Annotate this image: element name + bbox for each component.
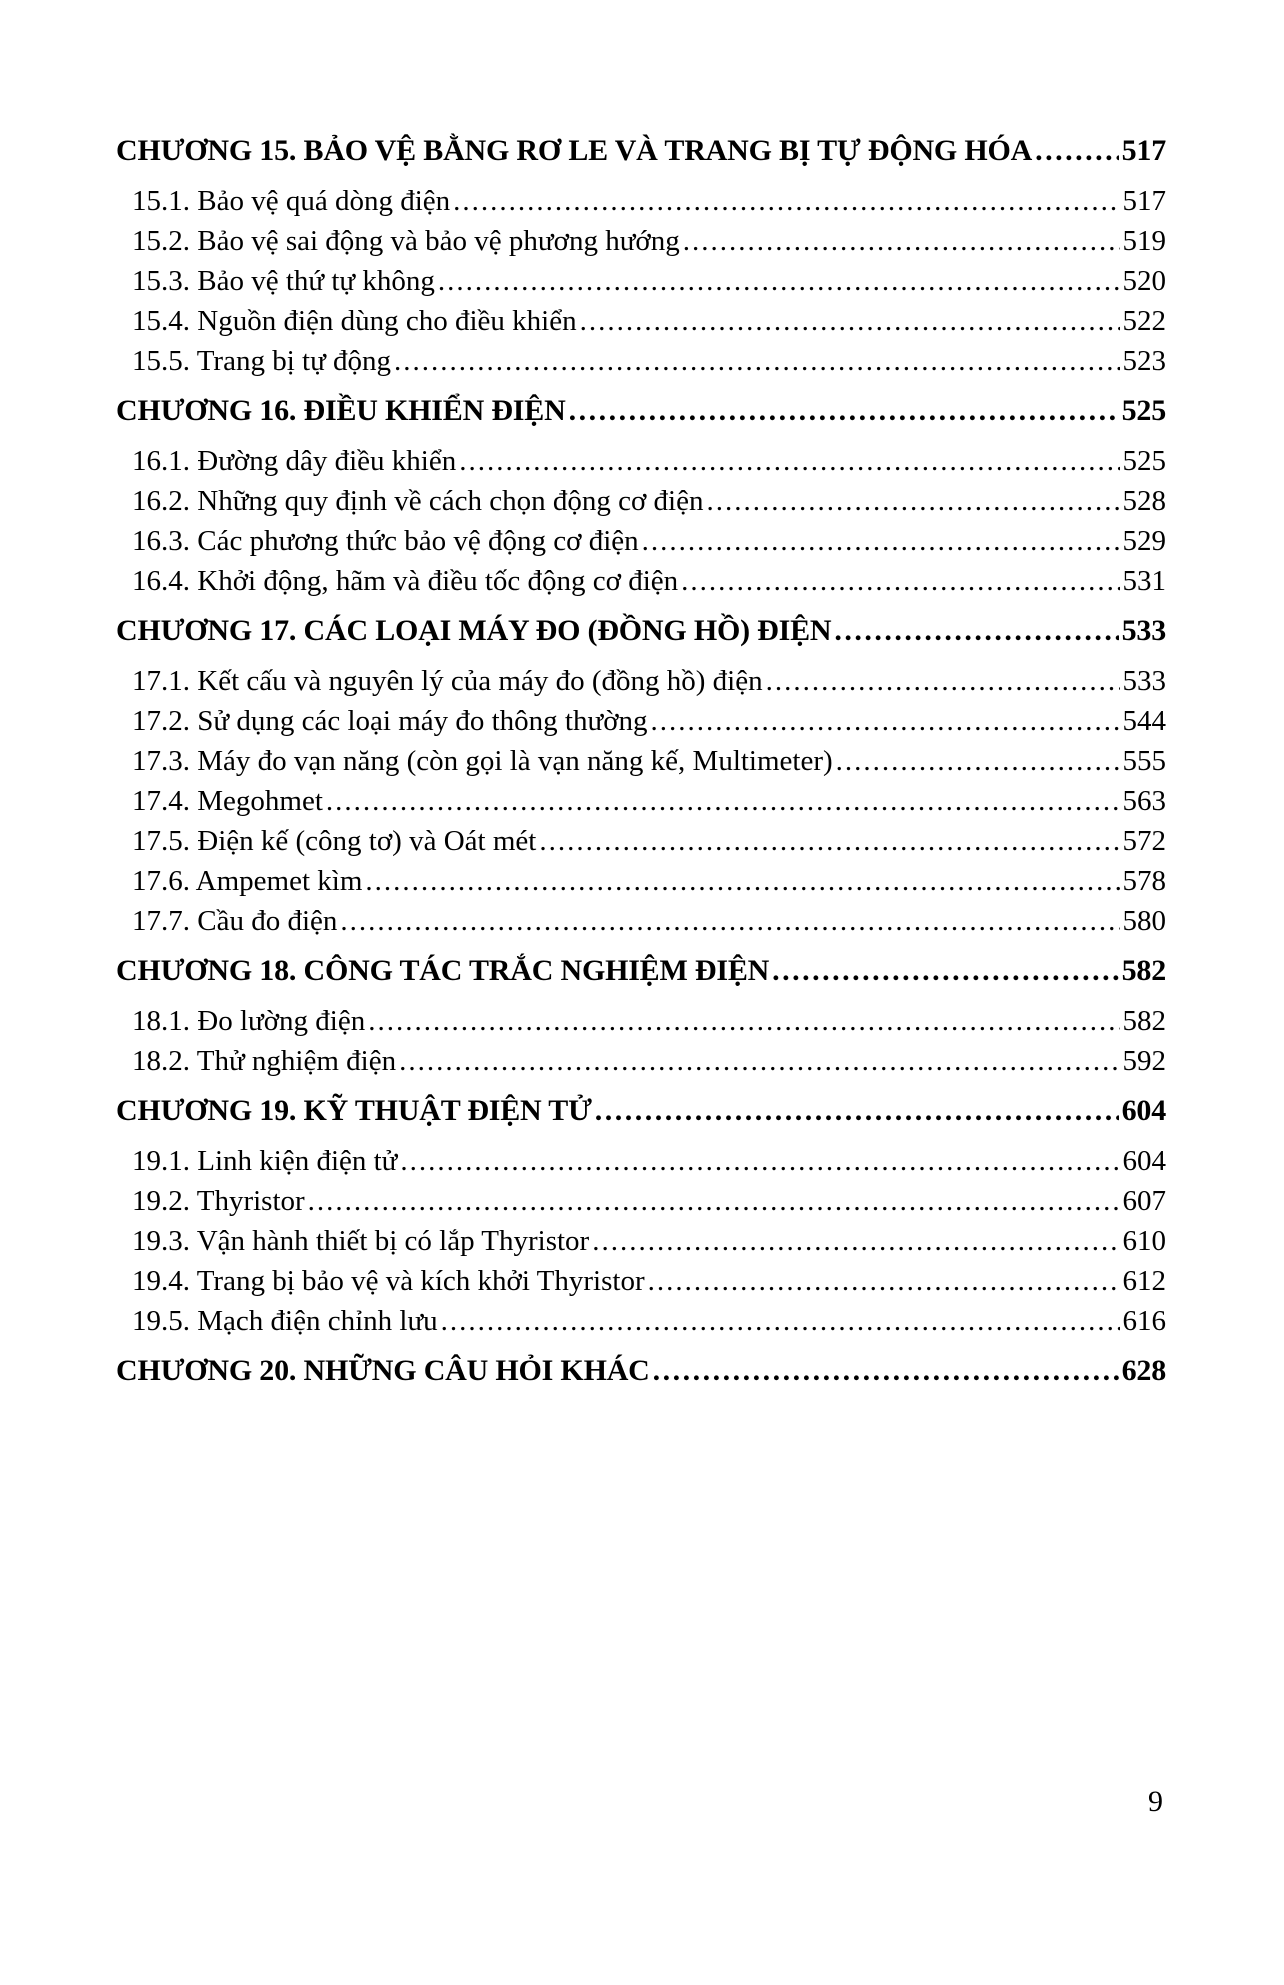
- toc-entry-title: CHƯƠNG 20. NHỮNG CÂU HỎI KHÁC: [116, 1354, 650, 1387]
- toc-entry-page: 523: [1122, 345, 1166, 377]
- toc-section-row: [116, 481, 1166, 521]
- toc-entry-title: 19.4. Trang bị bảo vệ và kích khởi Thyristor: [132, 1265, 645, 1297]
- toc-entry-title: 17.4. Megohmet: [132, 785, 323, 817]
- dot-leader: [648, 1261, 1120, 1301]
- toc-section-row: [116, 741, 1166, 781]
- toc-entry-page: 555: [1122, 745, 1166, 777]
- dot-leader: [595, 1091, 1119, 1131]
- toc-entry-page: 544: [1122, 705, 1166, 737]
- toc-entry-title: 17.5. Điện kế (công tơ) và Oát mét: [132, 825, 537, 857]
- toc-chapter-row: [116, 951, 1166, 991]
- dot-leader: [706, 481, 1119, 521]
- dot-leader: [365, 861, 1119, 901]
- toc-entry-title: 19.1. Linh kiện điện tử: [132, 1145, 398, 1177]
- toc-entry-page: 533: [1122, 665, 1166, 697]
- toc-entry-page: 522: [1122, 305, 1166, 337]
- dot-leader: [766, 661, 1120, 701]
- toc-entry-title: 16.4. Khởi động, hãm và điều tốc động cơ điện: [132, 565, 679, 597]
- toc-section-row: [116, 441, 1166, 481]
- dot-leader: [438, 261, 1120, 301]
- table-of-contents: [116, 131, 1166, 1401]
- toc-section-row: [116, 1221, 1166, 1261]
- dot-leader: [569, 391, 1119, 431]
- toc-entry-page: 572: [1122, 825, 1166, 857]
- toc-entry-title: 15.2. Bảo vệ sai động và bảo vệ phương hướng: [132, 225, 680, 257]
- toc-entry-title: 15.1. Bảo vệ quá dòng điện: [132, 185, 451, 217]
- toc-entry-title: 17.2. Sử dụng các loại máy đo thông thường: [132, 705, 648, 737]
- dot-leader: [653, 1351, 1119, 1391]
- toc-entry-page: 628: [1121, 1354, 1166, 1387]
- toc-entry-title: 17.6. Ampemet kìm: [132, 865, 363, 897]
- dot-leader: [399, 1041, 1119, 1081]
- toc-entry-page: 582: [1121, 954, 1166, 987]
- toc-entry-page: 519: [1122, 225, 1166, 257]
- toc-entry-page: 520: [1122, 265, 1166, 297]
- dot-leader: [642, 521, 1120, 561]
- dot-leader: [340, 901, 1119, 941]
- toc-section-row: [116, 1181, 1166, 1221]
- dot-leader: [459, 441, 1119, 481]
- dot-leader: [394, 341, 1119, 381]
- toc-entry-title: CHƯƠNG 18. CÔNG TÁC TRẮC NGHIỆM ĐIỆN: [116, 954, 770, 987]
- toc-entry-page: 592: [1122, 1045, 1166, 1077]
- dot-leader: [368, 1001, 1119, 1041]
- toc-entry-page: 529: [1122, 525, 1166, 557]
- dot-leader: [681, 561, 1119, 601]
- toc-entry-page: 517: [1122, 185, 1166, 217]
- toc-entry-page: 531: [1122, 565, 1166, 597]
- toc-entry-page: 563: [1122, 785, 1166, 817]
- dot-leader: [453, 181, 1119, 221]
- dot-leader: [834, 611, 1118, 651]
- toc-section-row: [116, 661, 1166, 701]
- toc-entry-title: 19.3. Vận hành thiết bị có lắp Thyristor: [132, 1225, 590, 1257]
- toc-chapter-row: [116, 391, 1166, 431]
- toc-entry-page: 604: [1121, 1094, 1166, 1127]
- toc-chapter-row: [116, 1091, 1166, 1131]
- toc-section-row: [116, 1301, 1166, 1341]
- toc-entry-page: 616: [1122, 1305, 1166, 1337]
- toc-section-row: [116, 1141, 1166, 1181]
- toc-section-row: [116, 221, 1166, 261]
- dot-leader: [539, 821, 1119, 861]
- toc-section-row: [116, 1261, 1166, 1301]
- toc-entry-title: 15.3. Bảo vệ thứ tự không: [132, 265, 435, 297]
- toc-section-row: [116, 181, 1166, 221]
- toc-entry-page: 528: [1122, 485, 1166, 517]
- toc-entry-title: CHƯƠNG 15. BẢO VỆ BẰNG RƠ LE VÀ TRANG BỊ TỰ ĐỘNG HÓA: [116, 134, 1033, 167]
- toc-entry-title: 17.3. Máy đo vạn năng (còn gọi là vạn năng kế, Multimeter): [132, 745, 833, 777]
- dot-leader: [308, 1181, 1120, 1221]
- toc-entry-title: CHƯƠNG 17. CÁC LOẠI MÁY ĐO (ĐỒNG HỒ) ĐIỆN: [116, 614, 832, 647]
- toc-section-row: [116, 301, 1166, 341]
- toc-entry-page: 580: [1122, 905, 1166, 937]
- toc-entry-page: 612: [1122, 1265, 1166, 1297]
- toc-section-row: [116, 701, 1166, 741]
- toc-section-row: [116, 781, 1166, 821]
- toc-section-row: [116, 821, 1166, 861]
- dot-leader: [592, 1221, 1119, 1261]
- dot-leader: [772, 951, 1118, 991]
- toc-entry-title: CHƯƠNG 19. KỸ THUẬT ĐIỆN TỬ: [116, 1094, 592, 1127]
- toc-section-row: [116, 561, 1166, 601]
- dot-leader: [683, 221, 1120, 261]
- toc-entry-page: 604: [1122, 1145, 1166, 1177]
- toc-section-row: [116, 1001, 1166, 1041]
- dot-leader: [326, 781, 1120, 821]
- toc-section-row: [116, 861, 1166, 901]
- toc-entry-page: 607: [1122, 1185, 1166, 1217]
- dot-leader: [651, 701, 1120, 741]
- dot-leader: [580, 301, 1120, 341]
- toc-section-row: [116, 341, 1166, 381]
- toc-entry-title: 18.1. Đo lường điện: [132, 1005, 366, 1037]
- dot-leader: [400, 1141, 1119, 1181]
- toc-entry-title: 17.7. Cầu đo điện: [132, 905, 338, 937]
- toc-chapter-row: [116, 131, 1166, 171]
- toc-section-row: [116, 521, 1166, 561]
- toc-entry-page: 517: [1121, 134, 1166, 167]
- toc-chapter-row: [116, 611, 1166, 651]
- toc-entry-page: 578: [1122, 865, 1166, 897]
- toc-entry-title: 17.1. Kết cấu và nguyên lý của máy đo (đồng hồ) điện: [132, 665, 763, 697]
- toc-entry-page: 610: [1122, 1225, 1166, 1257]
- dot-leader: [836, 741, 1120, 781]
- toc-chapter-row: [116, 1351, 1166, 1391]
- dot-leader: [441, 1301, 1120, 1341]
- toc-entry-page: 525: [1122, 445, 1166, 477]
- toc-entry-title: 15.5. Trang bị tự động: [132, 345, 392, 377]
- toc-entry-title: CHƯƠNG 16. ĐIỀU KHIỂN ĐIỆN: [116, 394, 566, 427]
- dot-leader: [1035, 131, 1118, 171]
- toc-entry-title: 15.4. Nguồn điện dùng cho điều khiển: [132, 305, 577, 337]
- toc-entry-title: 19.2. Thyristor: [132, 1185, 305, 1217]
- page-number: 9: [1148, 1785, 1163, 1818]
- toc-entry-title: 16.3. Các phương thức bảo vệ động cơ điện: [132, 525, 639, 557]
- toc-entry-page: 582: [1122, 1005, 1166, 1037]
- toc-entry-title: 19.5. Mạch điện chỉnh lưu: [132, 1305, 438, 1337]
- toc-entry-title: 18.2. Thử nghiệm điện: [132, 1045, 397, 1077]
- toc-entry-page: 525: [1121, 394, 1166, 427]
- toc-section-row: [116, 261, 1166, 301]
- toc-entry-title: 16.2. Những quy định về cách chọn động cơ điện: [132, 485, 704, 517]
- toc-entry-title: 16.1. Đường dây điều khiển: [132, 445, 457, 477]
- toc-section-row: [116, 901, 1166, 941]
- toc-entry-page: 533: [1121, 614, 1166, 647]
- toc-section-row: [116, 1041, 1166, 1081]
